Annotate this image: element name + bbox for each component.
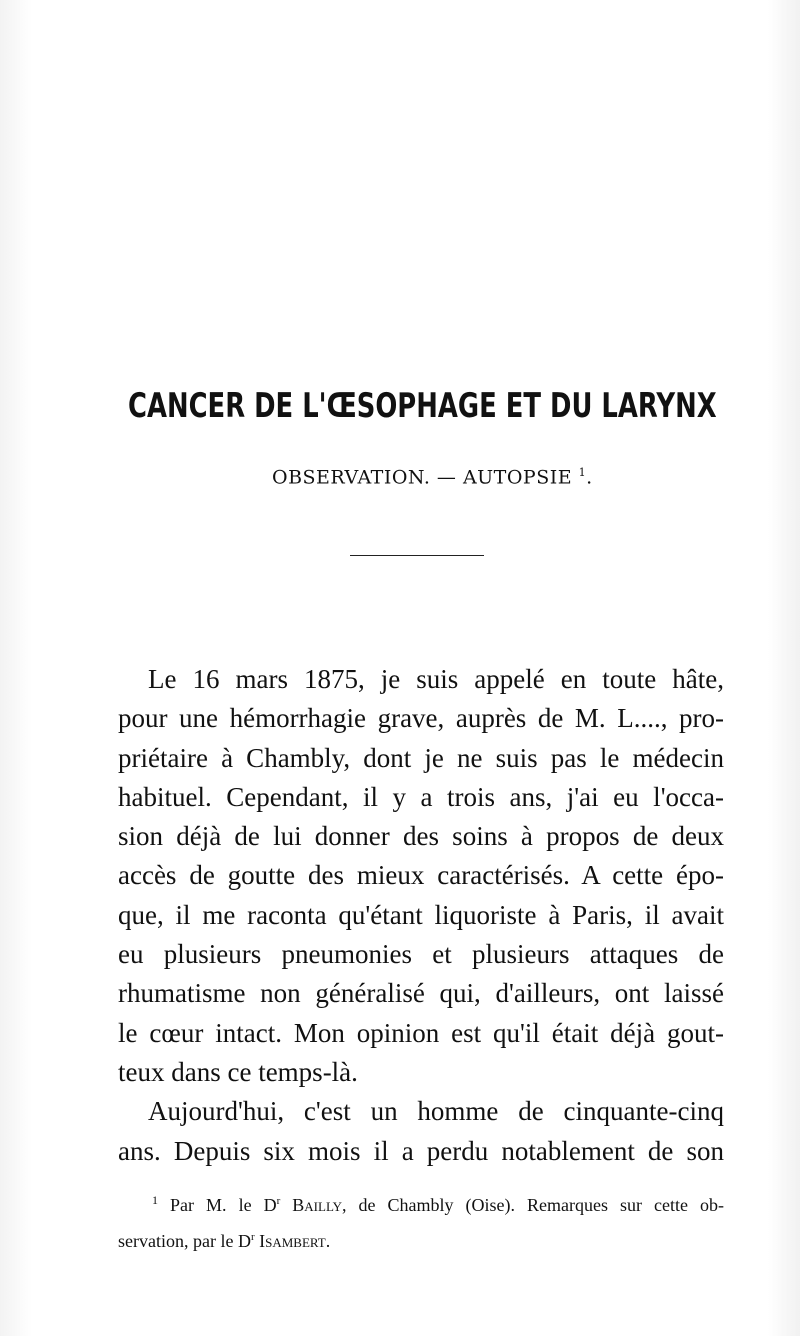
footnote-text: servation, par le D (118, 1231, 251, 1251)
text-line: que, il me raconta qu'étant liquoriste à Paris, il avait (118, 899, 724, 930)
body-text (118, 660, 724, 1171)
text-line: sion déjà de lui donner des soins à propos de deux (118, 821, 724, 852)
footnote (118, 1184, 724, 1257)
footnote-text: Par M. le D (170, 1195, 277, 1215)
footnote-mark: 1 (152, 1193, 158, 1207)
text-line: eu plusieurs pneumonies et plusieurs attaques de (118, 939, 724, 970)
subtitle-footnote-mark: 1 (578, 466, 587, 479)
text-line: habituel. Cependant, il y a trois ans, j'ai eu l'occa- (118, 781, 724, 812)
article-subtitle: OBSERVATION. — AUTOPSIE $^1$. (272, 466, 593, 489)
text-line: Aujourd'hui, c'est un homme de cinquante-cinq (148, 1096, 724, 1127)
footnote-text: , de Chambly (Oise). Remarques sur cette ob- (341, 1195, 725, 1215)
footnote-sup: r (250, 1231, 255, 1243)
footnote-text: . (325, 1231, 331, 1251)
text-line: pour une hémorrhagie grave, auprès de M. L...., pro- (118, 703, 724, 734)
text-line: rhumatisme non généralisé qui, d'ailleurs, ont laissé (118, 978, 724, 1009)
article-title (128, 386, 717, 426)
text-line: teux dans ce temps-là. (118, 1056, 358, 1087)
paragraph (118, 1092, 724, 1171)
article-title-text: CANCER DE L'ŒSOPHAGE ET DU LARYNX (128, 386, 717, 426)
footnote-line (118, 1221, 724, 1257)
text-line: priétaire à Chambly, dont je ne suis pas le médecin (118, 742, 724, 773)
paragraph (118, 660, 724, 1092)
footnote-sup: r (276, 1195, 281, 1207)
author-name: Isambert (259, 1231, 326, 1251)
text-line: ans. Depuis six mois il a perdu notablement de son (118, 1135, 724, 1166)
text-line: Le 16 mars 1875, je suis appelé en toute hâte, (148, 664, 724, 694)
subtitle-text: OBSERVATION. — AUTOPSIE (272, 466, 573, 489)
section-divider (350, 555, 484, 556)
author-name: Bailly (292, 1195, 342, 1215)
text-line: le cœur intact. Mon opinion est qu'il était déjà gout- (118, 1017, 724, 1048)
text-line: accès de goutte des mieux caractérisés. A cette épo- (118, 860, 724, 891)
footnote-line (118, 1184, 724, 1221)
